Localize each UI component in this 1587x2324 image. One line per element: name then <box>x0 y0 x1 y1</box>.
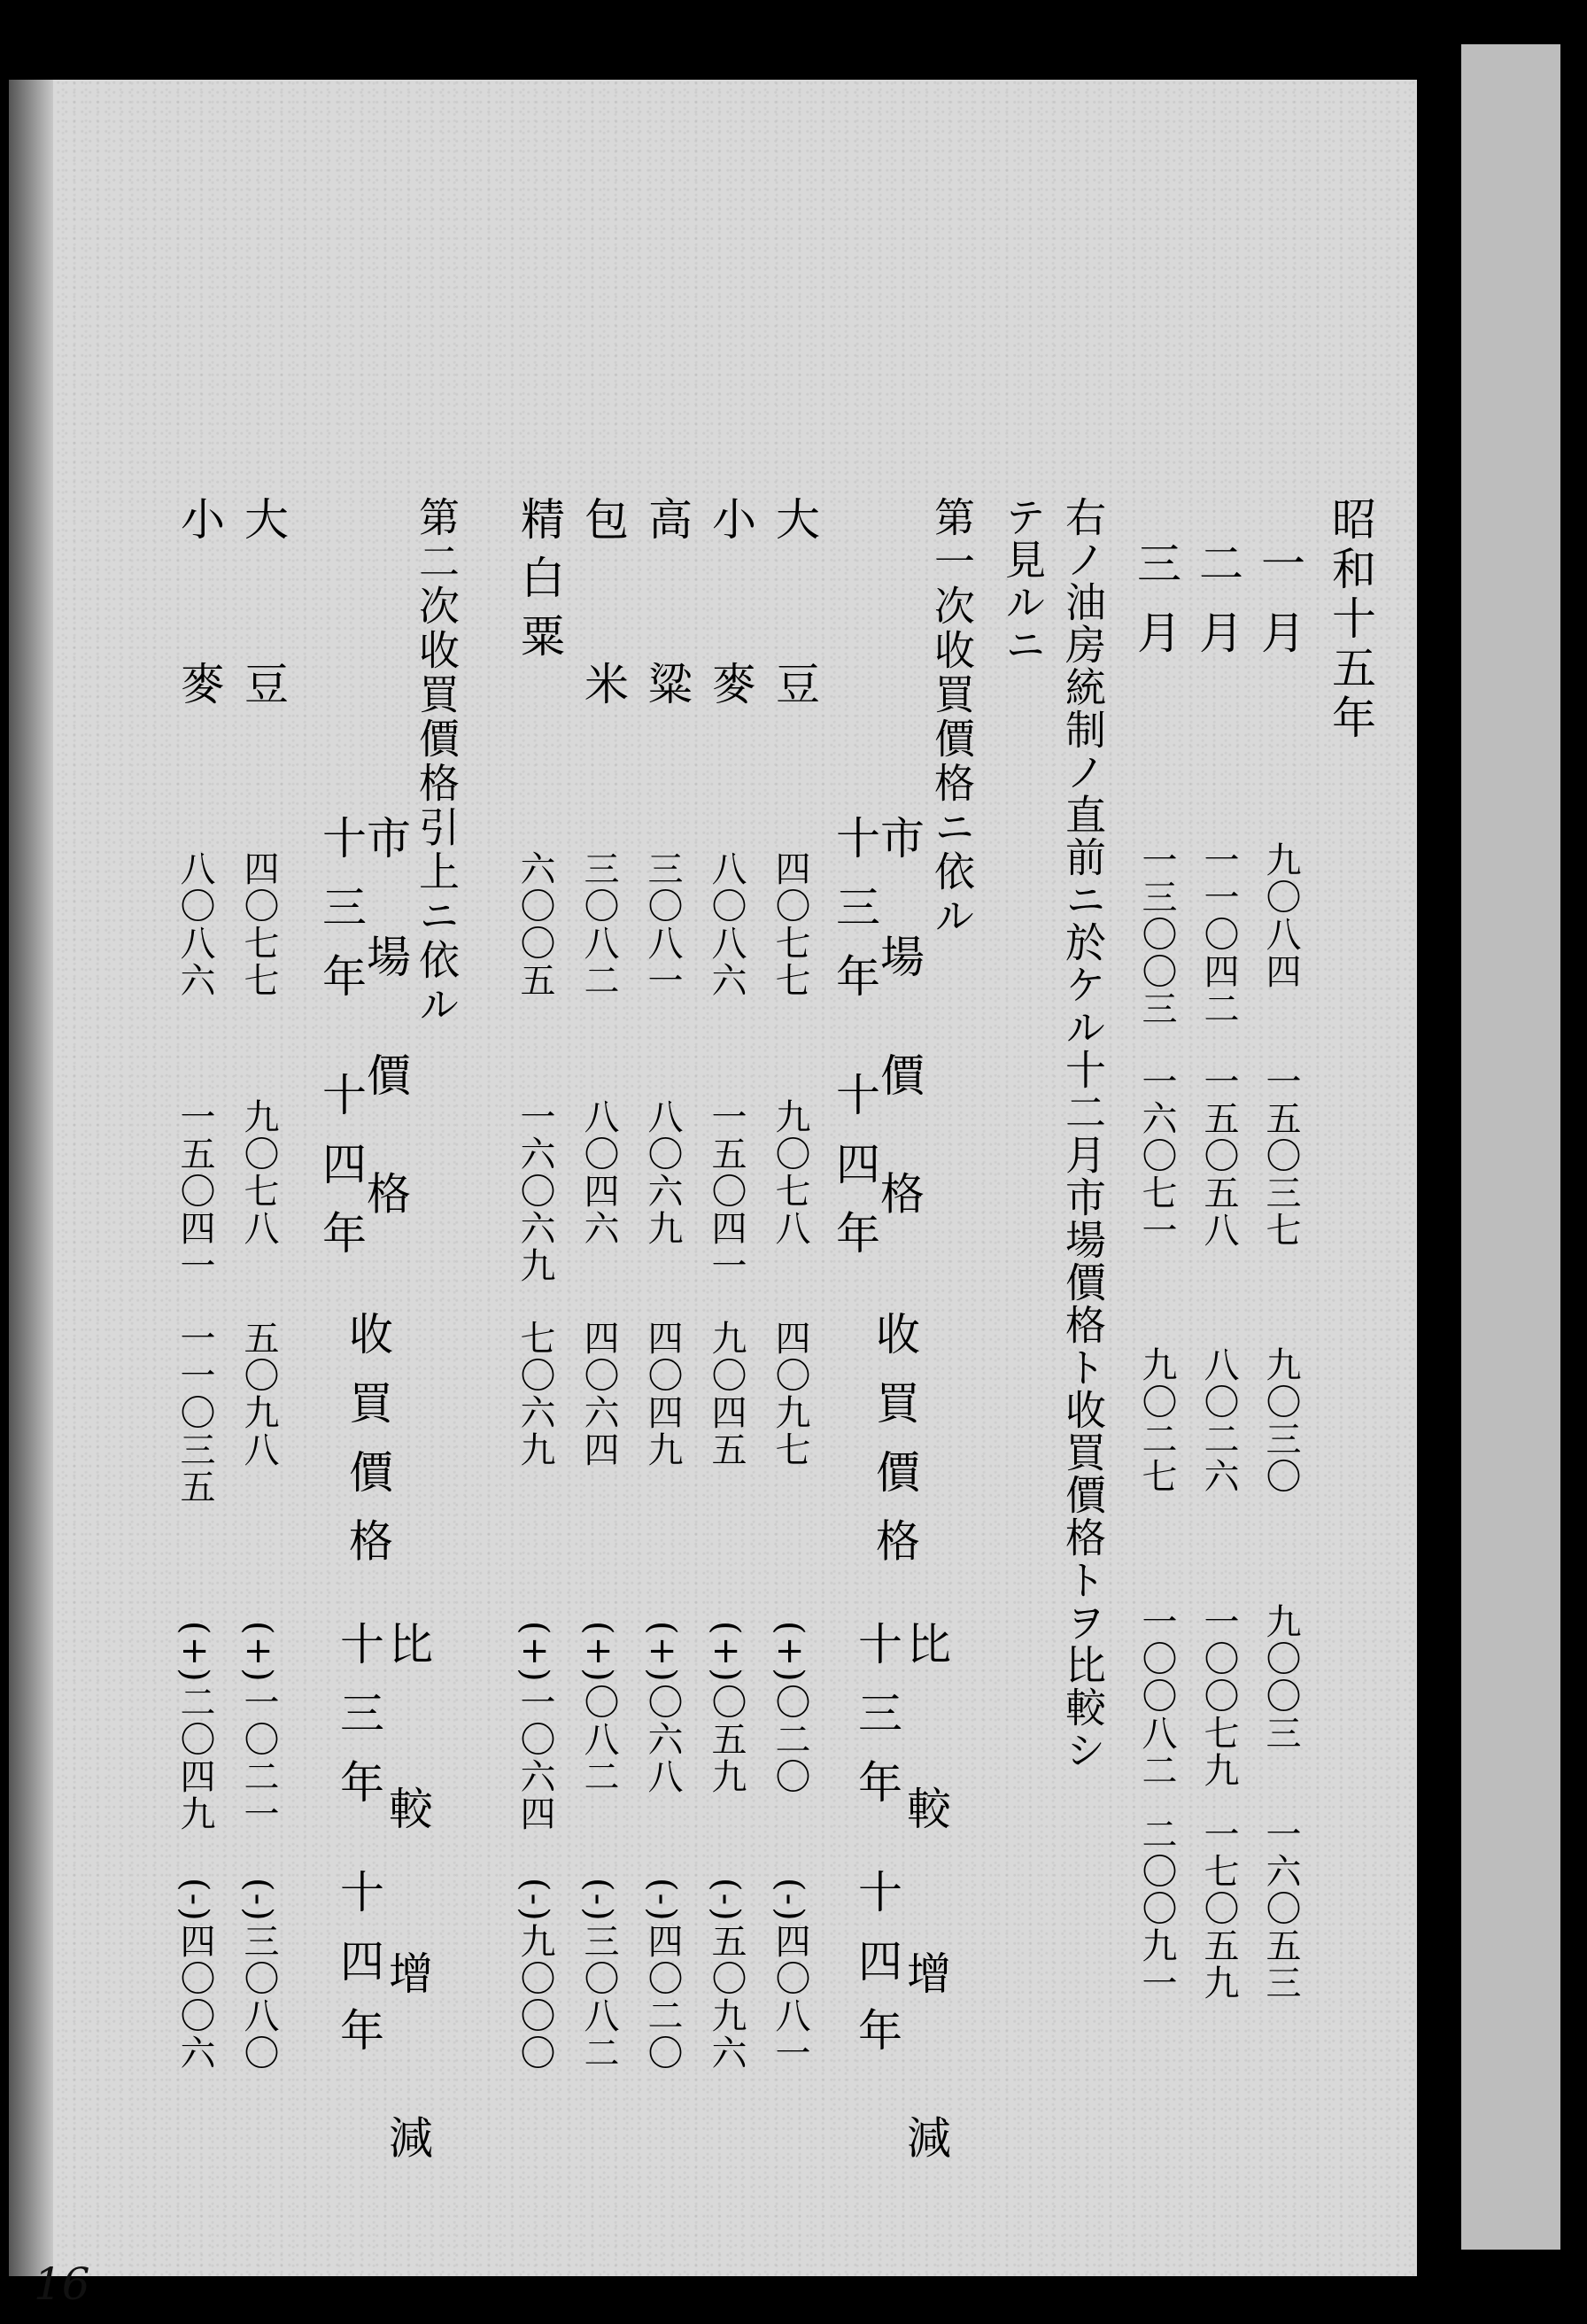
body-text: 右ノ油房統制ノ直前ニ於ケル十二月市場價格ト收買價格トヲ比較シ <box>1059 496 1107 1771</box>
table-cell: (+)〇五九 <box>706 1621 747 1795</box>
adjacent-page-edge <box>1461 44 1560 2250</box>
table-cell: 八〇四六 <box>578 1098 619 1247</box>
row-label: 高 粱 <box>641 496 693 758</box>
month-value: 一五〇五八 <box>1198 1063 1239 1249</box>
table-cell: 一六〇六九 <box>515 1098 555 1284</box>
month-value: 一六〇五三 <box>1260 1816 1301 2002</box>
table-cell: 一五〇四一 <box>174 1098 215 1284</box>
month-value: 一六〇七一 <box>1136 1063 1177 1249</box>
table-cell: (-)五〇九六 <box>706 1878 747 2072</box>
page-fold <box>9 80 53 2276</box>
table-cell: 三〇八二 <box>578 850 619 999</box>
column-header: 十 四 年 <box>851 1869 902 2057</box>
month-value: 一七〇五九 <box>1198 1816 1239 2002</box>
table-cell: (+)〇八二 <box>578 1621 619 1795</box>
table-cell: 三〇八一 <box>642 850 683 999</box>
column-header: 十 四 年 <box>333 1869 384 2057</box>
table-cell: 九〇七八 <box>770 1098 810 1247</box>
month-value: 二〇〇九一 <box>1136 1816 1177 2002</box>
table-cell: (+)〇六八 <box>642 1621 683 1795</box>
table-cell: (-)九〇〇〇 <box>515 1878 555 2072</box>
table-cell: (-)三〇八二 <box>578 1878 619 2072</box>
month-value: 九〇〇三 <box>1260 1603 1301 1752</box>
row-label: 小 麥 <box>705 496 756 758</box>
row-label: 包 米 <box>577 496 629 758</box>
document-page <box>9 80 1417 2310</box>
table-cell: (+)〇二〇 <box>770 1621 810 1795</box>
column-header: 比 較 增 減 <box>900 1621 951 2212</box>
table-cell: 六〇〇五 <box>515 850 555 999</box>
column-header: 市 場 價 格 <box>873 815 925 1245</box>
column-header: 十 三 年 <box>315 815 367 1003</box>
year-heading: 昭和十五年 <box>1325 496 1376 744</box>
month-value: 一三〇〇三 <box>1136 841 1177 1027</box>
table-cell: 一五〇四一 <box>706 1098 747 1284</box>
table-cell: (+)一〇二一 <box>238 1621 279 1832</box>
table-cell: 七〇六九 <box>515 1320 555 1468</box>
table-cell: (+)一〇六四 <box>515 1621 555 1832</box>
table-cell: 八〇六九 <box>642 1098 683 1247</box>
table-cell: 九〇七八 <box>238 1098 279 1247</box>
column-header: 十 三 年 <box>829 815 880 1003</box>
month-label: 二 月 <box>1192 540 1243 659</box>
month-value: 一一〇四二 <box>1198 841 1239 1027</box>
month-value: 九〇三〇 <box>1260 1346 1301 1495</box>
column-header: 收 買 價 格 <box>869 1311 920 1568</box>
table-cell: (-)四〇二〇 <box>642 1878 683 2072</box>
month-label: 三 月 <box>1130 540 1181 659</box>
row-label: 大 豆 <box>769 496 820 758</box>
column-header: 市 場 價 格 <box>360 815 411 1245</box>
table-cell: 五〇九八 <box>238 1320 279 1468</box>
table-cell: 九〇四五 <box>706 1320 747 1468</box>
table-cell: 四〇九七 <box>770 1320 810 1468</box>
month-value: 一〇〇八二 <box>1136 1603 1177 1789</box>
table-caption: 第一次收買價格ニ依ル <box>928 496 976 939</box>
table-cell: 四〇七七 <box>770 850 810 999</box>
month-value: 九〇二七 <box>1136 1346 1177 1495</box>
table-cell: 八〇八六 <box>174 850 215 999</box>
body-text: テ見ルニ <box>999 496 1047 666</box>
month-value: 八〇二六 <box>1198 1346 1239 1495</box>
table-cell: 四〇七七 <box>238 850 279 999</box>
table-cell: (-)三〇八〇 <box>238 1878 279 2072</box>
column-header: 十 三 年 <box>851 1621 902 1809</box>
column-header: 比 較 增 減 <box>382 1621 433 2212</box>
table-cell: 四〇四九 <box>642 1320 683 1468</box>
month-value: 一〇〇七九 <box>1198 1603 1239 1789</box>
month-label: 一 月 <box>1254 540 1305 659</box>
month-value: 九〇八四 <box>1260 841 1301 990</box>
table-cell: (-)四〇〇六 <box>174 1878 215 2072</box>
column-header: 十 四 年 <box>315 1072 367 1259</box>
table-cell: (-)四〇八一 <box>770 1878 810 2072</box>
table-cell: 一一〇三五 <box>174 1320 215 1506</box>
table-caption: 第二次收買價格引上ニ依ル <box>413 496 461 1027</box>
table-cell: (+)二〇四九 <box>174 1621 215 1832</box>
page-number: 16 <box>34 2258 90 2310</box>
row-label: 大 豆 <box>237 496 289 758</box>
month-value: 一五〇三七 <box>1260 1063 1301 1249</box>
column-header: 十 三 年 <box>333 1621 384 1809</box>
row-label: 精白粟 <box>514 496 565 671</box>
column-header: 十 四 年 <box>829 1072 880 1259</box>
table-cell: 四〇六四 <box>578 1320 619 1468</box>
row-label: 小 麥 <box>174 496 225 758</box>
table-cell: 八〇八六 <box>706 850 747 999</box>
column-header: 收 買 價 格 <box>342 1311 393 1568</box>
